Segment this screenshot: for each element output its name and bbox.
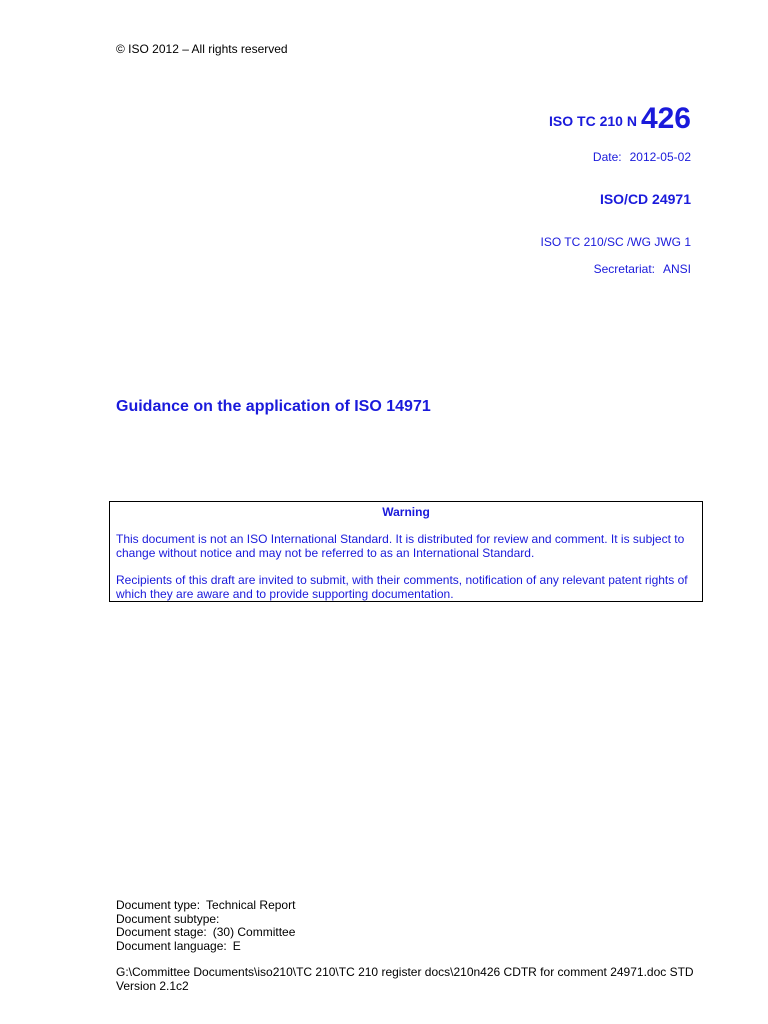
document-subtype-row <box>116 913 295 927</box>
warning-heading: Warning <box>382 505 430 519</box>
doc-number-value: 426 <box>640 102 691 135</box>
document-info <box>116 899 295 953</box>
document-language-row <box>116 940 295 954</box>
document-stage-row <box>116 926 295 940</box>
document-language-label: Document language: <box>116 938 227 953</box>
date-label: Date: <box>592 150 622 164</box>
document-date <box>593 150 691 164</box>
cd-number: ISO/CD 24971 <box>599 191 691 207</box>
copyright-notice: © ISO 2012 – All rights reserved <box>116 42 288 56</box>
date-value: 2012-05-02 <box>629 150 691 164</box>
secretariat-value: ANSI <box>662 262 691 276</box>
warning-paragraph-2: Recipients of this draft are invited to submit, with their comments, notification of any relevant patent rights of which they are aware and to provide supporting documentation. <box>116 573 688 601</box>
committee-reference: ISO TC 210/SC /WG JWG 1 <box>540 235 691 249</box>
document-stage-label: Document stage: <box>116 925 207 939</box>
warning-box <box>109 501 703 602</box>
file-path-footer: G:\Committee Documents\iso210\TC 210\TC 210 register docs\210n426 CDTR for comment 24971.doc STD Version 2.1c2 <box>116 965 694 993</box>
secretariat-label: Secretariat: <box>593 262 655 276</box>
document-language-value: E <box>232 938 241 953</box>
doc-number <box>549 102 691 136</box>
document-stage-value: (30) Committee <box>212 925 296 939</box>
secretariat <box>594 262 691 276</box>
doc-number-prefix: ISO TC 210 N <box>549 113 637 129</box>
document-title: Guidance on the application of ISO 14971 <box>116 398 431 415</box>
document-type-row <box>116 899 295 913</box>
warning-paragraph-1: This document is not an ISO International Standard. It is distributed for review and comment. It is subject to change without notice and may not be referred to as an International Standard. <box>116 532 685 560</box>
document-type-label: Document type: <box>116 898 201 912</box>
document-subtype-label: Document subtype: <box>116 911 220 926</box>
document-type-value: Technical Report <box>206 898 296 912</box>
